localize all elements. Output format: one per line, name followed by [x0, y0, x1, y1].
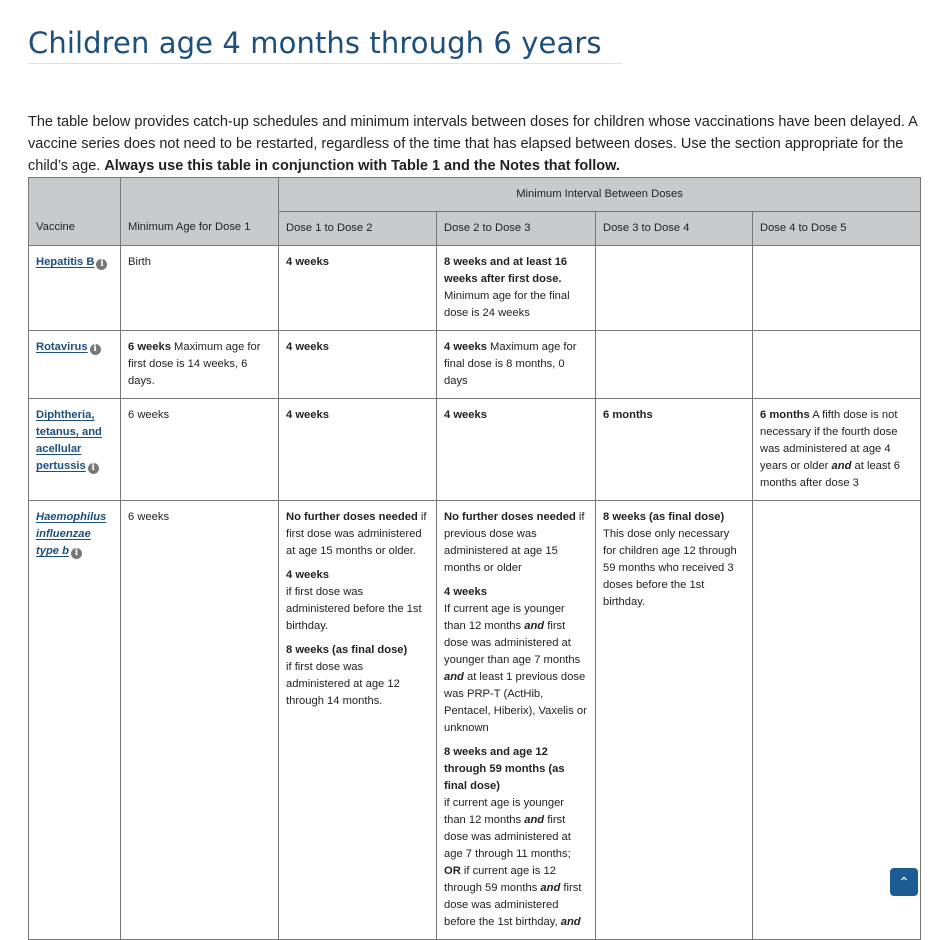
header-dose-4-to-5: Dose 4 to Dose 5 — [753, 212, 921, 246]
info-circle-icon[interactable]: i — [88, 463, 99, 474]
intro-paragraph — [28, 111, 923, 177]
header-dose-3-to-4: Dose 3 to Dose 4 — [596, 212, 753, 246]
dose-interval-cell: 4 weeks — [279, 399, 437, 501]
interval-bold-text: 4 weeks — [286, 569, 329, 581]
dose-interval-cell — [753, 246, 921, 331]
vaccine-link-hepatitis-b[interactable]: Hepatitis B — [36, 256, 95, 268]
interval-paragraph — [444, 584, 588, 737]
and-emphasis: and — [524, 620, 545, 632]
vaccine-cell — [29, 399, 121, 501]
table-row — [29, 501, 921, 940]
intro-bold-text: Always use this table in conjunction with Table 1 and the Notes that follow. — [104, 158, 620, 174]
interval-text: if first dose was administered at age 15 months or older. — [286, 511, 427, 557]
interval-bold-text: 6 months — [760, 409, 810, 421]
and-emphasis: and — [444, 671, 464, 683]
interval-text: This dose only necessary for children age 12 through 59 months who received 3 doses before the 1st birthday. — [603, 528, 737, 608]
dose-interval-cell — [596, 501, 753, 940]
interval-bold-text: 4 weeks — [444, 341, 487, 353]
interval-text: A fifth dose is not necessary if the fourth dose was administered at age 4 years or older — [760, 409, 898, 472]
or-emphasis: OR — [444, 865, 461, 877]
vaccine-cell — [29, 501, 121, 940]
header-min-age: Minimum Age for Dose 1 — [121, 178, 279, 246]
intro-text: The table below provides catch-up schedules and minimum intervals between doses for children whose vaccinations have been delayed. A vaccine series does not need to be restarted, regardless of the time that has elapsed between doses. Use the section appropriate for the child’s age. — [28, 114, 918, 174]
header-dose-1-to-2: Dose 1 to Dose 2 — [279, 212, 437, 246]
interval-text: at least 6 months after dose 3 — [760, 460, 900, 489]
header-min-interval-group: Minimum Interval Between Doses — [279, 178, 921, 212]
interval-bold-text: 8 weeks (as final dose) — [603, 511, 725, 523]
interval-text: if previous dose was administered at age 15 months or older — [444, 511, 585, 574]
text-part: first dose was administered before the 1st birthday, — [444, 882, 582, 928]
min-age-cell: 6 weeks — [121, 399, 279, 501]
interval-bold-text: 4 weeks — [444, 586, 487, 598]
min-age-cell: 6 weeks — [121, 501, 279, 940]
dose-interval-cell: 4 weeks — [437, 399, 596, 501]
interval-paragraph — [286, 509, 429, 560]
interval-paragraph — [286, 642, 429, 710]
and-emphasis: and — [524, 814, 545, 826]
info-circle-icon[interactable]: i — [71, 548, 82, 559]
vaccine-cell — [29, 246, 121, 331]
interval-text: if first dose was administered before the 1st birthday. — [286, 586, 422, 632]
dose-interval-cell: 4 weeks — [279, 331, 437, 399]
table-header-row — [29, 178, 921, 212]
interval-bold-text: 8 weeks and age 12 through 59 months (as final dose) — [444, 746, 565, 792]
back-to-top-button[interactable] — [890, 868, 918, 896]
text-part: if current age is 12 through 59 months — [444, 865, 556, 894]
interval-text: Maximum age for final dose is 8 months, 0 days — [444, 341, 577, 387]
interval-text: if first dose was administered at age 12 through 14 months. — [286, 661, 400, 707]
catch-up-schedule-table — [28, 177, 921, 940]
interval-bold-text: 8 weeks and at least 16 weeks after first dose. — [444, 256, 568, 285]
interval-text: Minimum age for the final dose is 24 weeks — [444, 290, 570, 319]
dose-interval-cell — [596, 246, 753, 331]
dose-interval-cell — [753, 399, 921, 501]
interval-paragraph — [286, 567, 429, 635]
table-row — [29, 331, 921, 399]
interval-paragraph — [444, 509, 588, 577]
dose-interval-cell — [437, 501, 596, 940]
info-circle-icon[interactable]: i — [90, 344, 101, 355]
text-part: If current age is younger than 12 months — [444, 603, 565, 632]
vaccine-cell — [29, 331, 121, 399]
table-row — [29, 246, 921, 331]
text-part: at least 1 previous dose was PRP-T (ActHib, Pentacel, Hiberix), Vaxelis or unknown — [444, 671, 587, 734]
interval-bold-text: No further doses needed — [286, 511, 418, 523]
page-title: Children age 4 months through 6 years — [28, 26, 602, 60]
vaccine-link-hib[interactable]: Haemophilus influenzae type b — [36, 511, 107, 557]
min-age-text: Maximum age for first dose is 14 weeks, 6 days. — [128, 341, 261, 387]
info-circle-icon[interactable]: i — [96, 259, 107, 270]
and-emphasis: and — [831, 460, 852, 472]
dose-interval-cell — [596, 331, 753, 399]
interval-bold-text: No further doses needed — [444, 511, 576, 523]
and-emphasis: and — [560, 916, 581, 928]
dose-interval-cell — [279, 501, 437, 940]
vaccine-link-rotavirus[interactable]: Rotavirus — [36, 341, 88, 353]
interval-bold-text: 8 weeks (as final dose) — [286, 644, 408, 656]
table-row — [29, 399, 921, 501]
text-part: first dose was administered at age 7 through 11 months; — [444, 814, 571, 860]
header-dose-2-to-3: Dose 2 to Dose 3 — [437, 212, 596, 246]
header-vaccine: Vaccine — [29, 178, 121, 246]
text-part: if current age is younger than 12 months — [444, 797, 565, 826]
vaccine-link-dtap[interactable]: Diphtheria, tetanus, and acellular pertussis — [36, 409, 102, 472]
dose-interval-cell — [437, 246, 596, 331]
interval-text — [444, 795, 588, 931]
min-age-bold-text: 6 weeks — [128, 341, 171, 353]
interval-text — [444, 601, 588, 737]
chevron-up-icon: ⌃ — [898, 874, 910, 890]
interval-paragraph — [444, 744, 588, 931]
dose-interval-cell: 4 weeks — [279, 246, 437, 331]
title-divider — [28, 63, 622, 64]
text-part: first dose was administered at younger than age 7 months — [444, 620, 581, 666]
dose-interval-cell: 6 months — [596, 399, 753, 501]
min-age-cell: Birth — [121, 246, 279, 331]
min-age-cell — [121, 331, 279, 399]
dose-interval-cell — [437, 331, 596, 399]
dose-interval-cell — [753, 331, 921, 399]
and-emphasis: and — [540, 882, 561, 894]
